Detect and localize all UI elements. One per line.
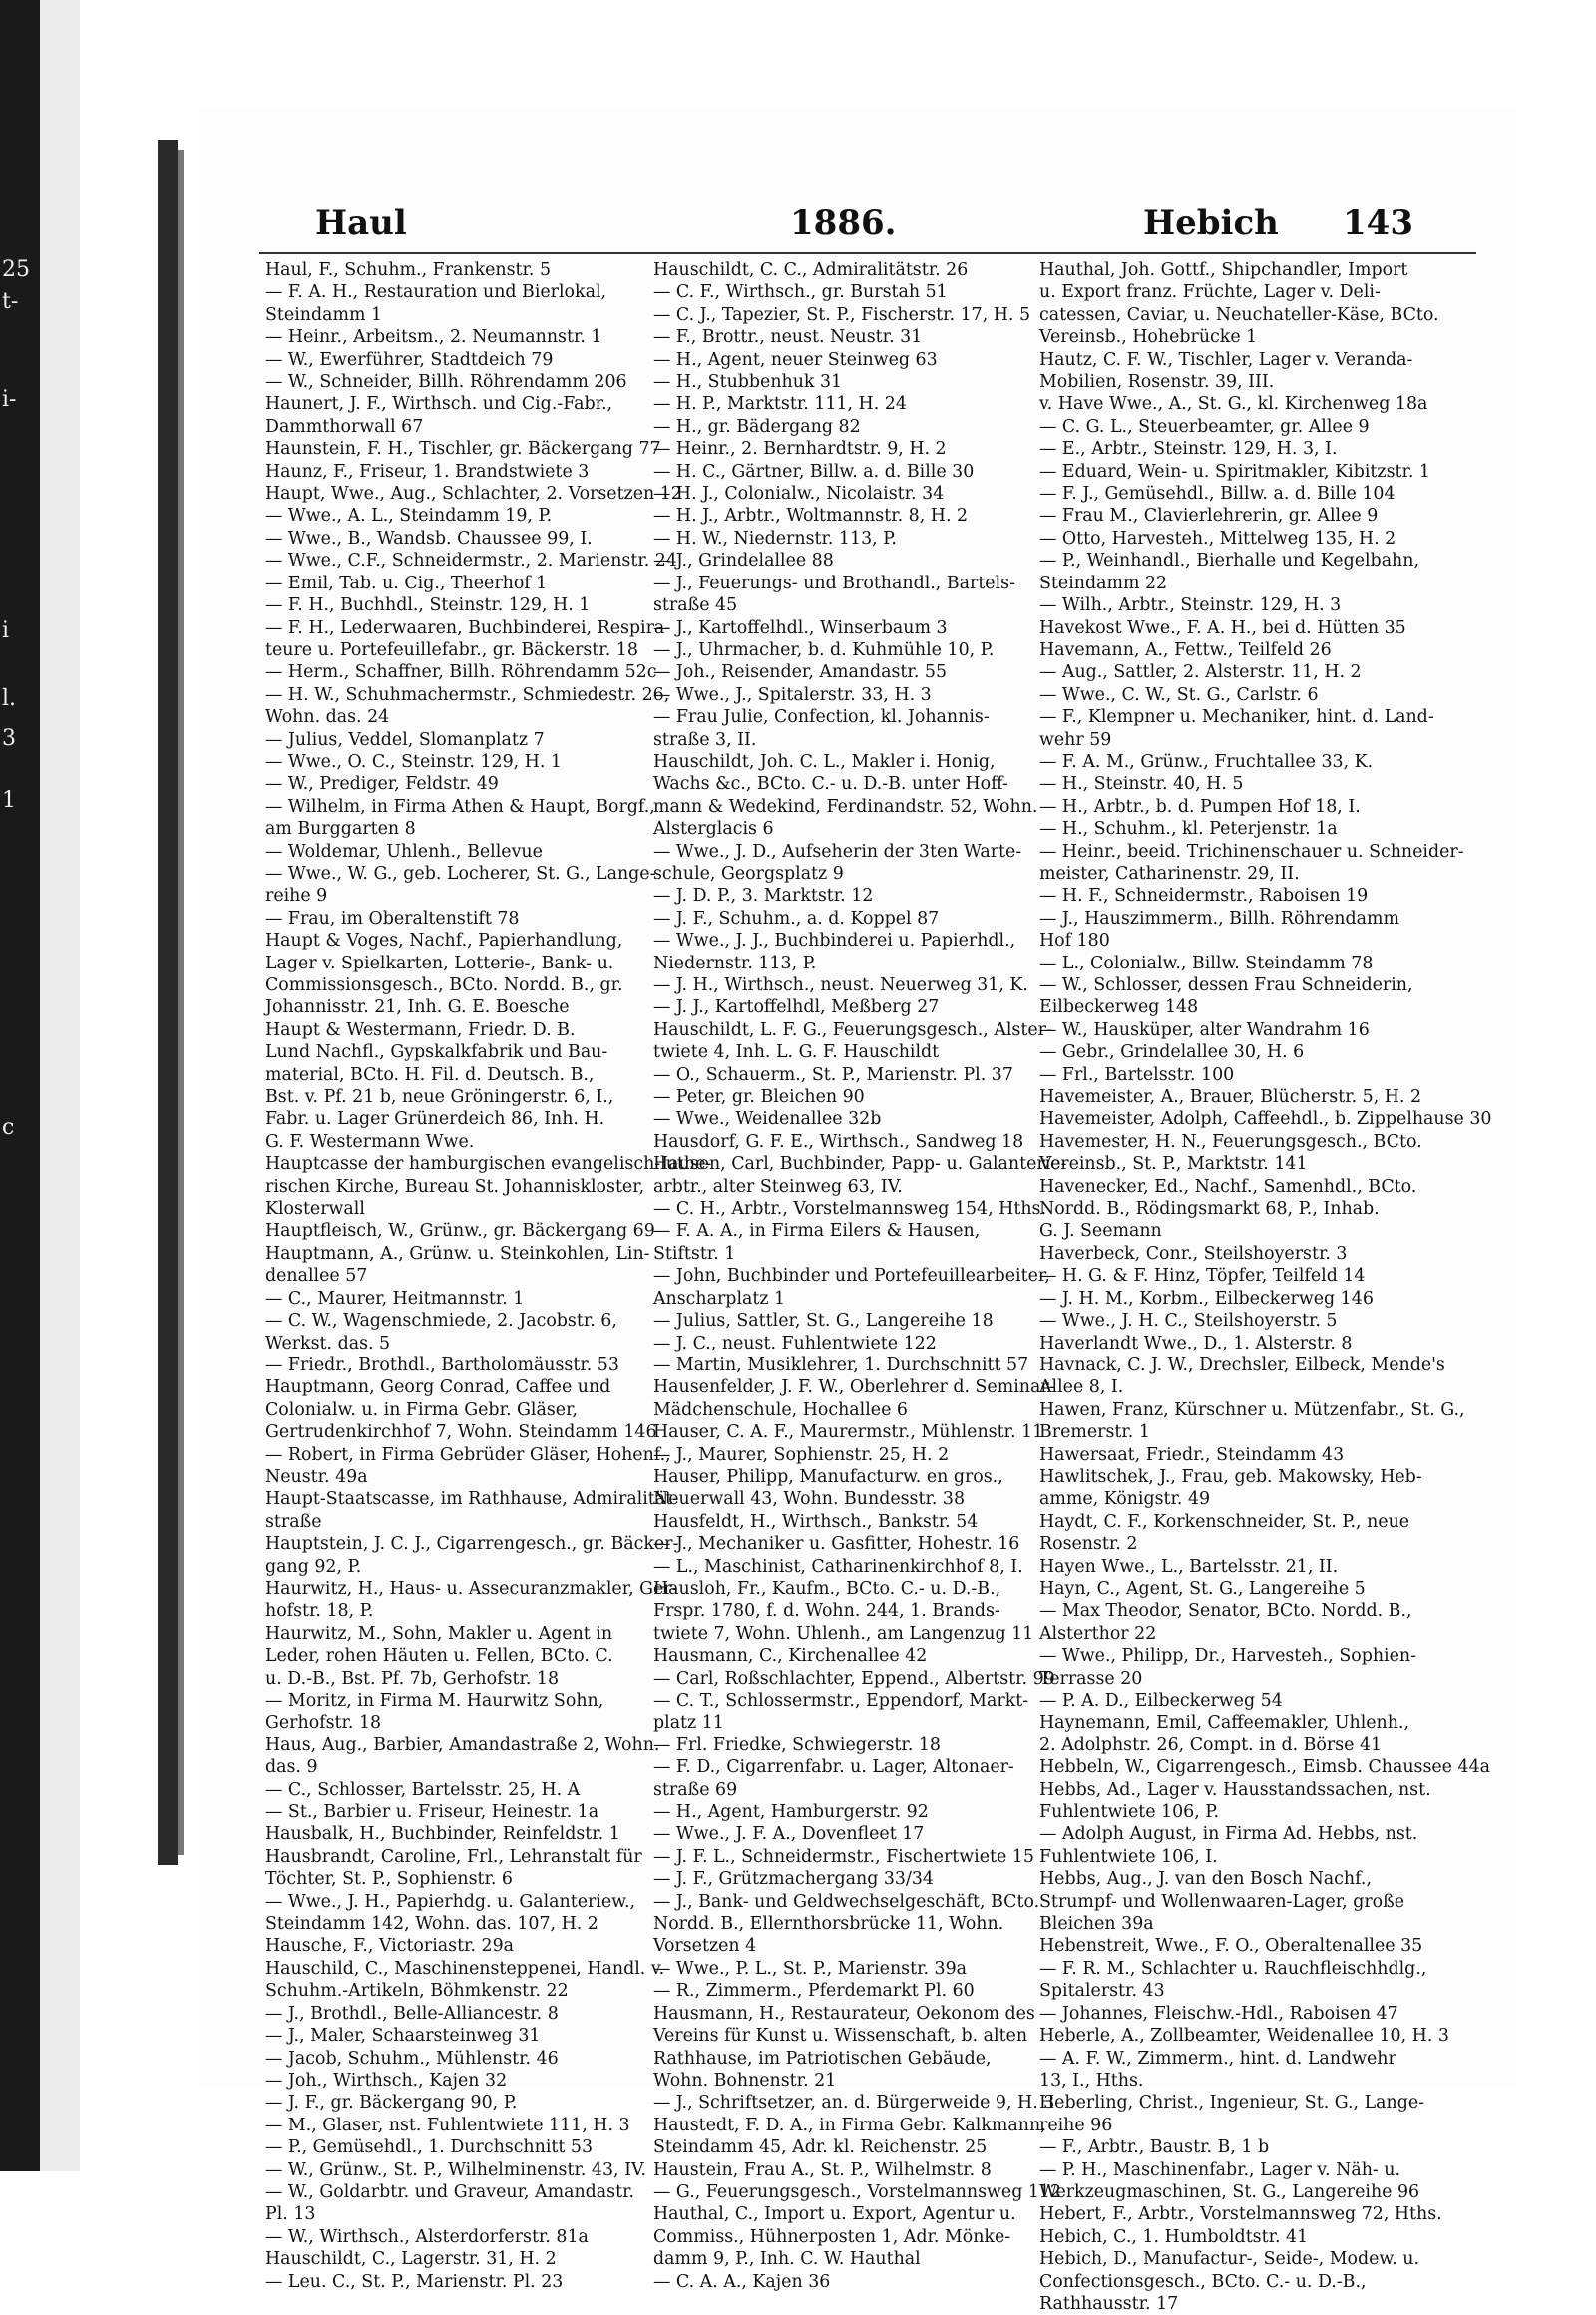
directory-entry-line: Hawlitschek, J., Frau, geb. Makowsky, Heb- xyxy=(1039,1466,1422,1487)
directory-entry-line: — J., Grindelallee 88 xyxy=(653,551,834,572)
directory-entry-line: Pl. 13 xyxy=(265,2204,316,2225)
directory-entry-line: — J. D. P., 3. Marktstr. 12 xyxy=(653,886,874,907)
directory-entry-line: — C., Schlosser, Bartelsstr. 25, H. A xyxy=(265,1779,581,1800)
directory-entry-line: Haus, Aug., Barbier, Amandastraße 2, Wohn. xyxy=(265,1735,660,1755)
directory-entry-line: Hauschildt, C., Lagerstr. 31, H. 2 xyxy=(265,2249,557,2270)
directory-entry-line: Hausloh, Fr., Kaufm., BCto. C.- u. D.-B., xyxy=(653,1578,1001,1599)
directory-entry-line: — Wwe., P. L., St. P., Marienstr. 39a xyxy=(653,1958,968,1979)
directory-entry-line: hofstr. 18, P. xyxy=(265,1601,374,1622)
directory-entry-line: — H. W., Schuhmachermstr., Schmiedestr. 26, xyxy=(265,684,670,705)
directory-entry-line: Steindamm 45, Adr. kl. Reichenstr. 25 xyxy=(653,2137,988,2158)
directory-entry-line: Bleichen 39a xyxy=(1039,1914,1154,1935)
directory-entry-line: — P. H., Maschinenfabr., Lager v. Näh- u. xyxy=(1039,2159,1401,2180)
margin-char: 25 xyxy=(2,257,30,282)
directory-entry-line: — F. D., Cigarrenfabr. u. Lager, Altonaer- xyxy=(653,1757,1014,1778)
directory-entry-line: — F. H., Buchhdl., Steinstr. 129, H. 1 xyxy=(265,595,591,616)
directory-entry-line: rischen Kirche, Bureau St. Johanniskloster, xyxy=(265,1176,645,1197)
directory-entry-line: — Wwe., J. F. A., Dovenfleet 17 xyxy=(653,1824,925,1845)
directory-entry-line: Fuhlentwiete 106, P. xyxy=(1039,1802,1220,1823)
directory-entry-line: — Aug., Sattler, 2. Alsterstr. 11, H. 2 xyxy=(1039,662,1362,683)
directory-entry-line: Hayen Wwe., L., Bartelsstr. 21, II. xyxy=(1039,1556,1339,1577)
directory-entry-line: — Wwe., Philipp, Dr., Harvesteh., Sophien- xyxy=(1039,1646,1416,1667)
directory-entry-line: Rathhause, im Patriotischen Gebäude, xyxy=(653,2048,992,2069)
directory-entry-line: Hebert, F., Arbtr., Vorstelmannsweg 72, Hths. xyxy=(1039,2204,1442,2225)
directory-entry-line: Allee 8, I. xyxy=(1039,1377,1124,1398)
directory-entry-line: — Wwe., W. G., geb. Locherer, St. G., Lange- xyxy=(265,863,656,884)
directory-entry-line: wehr 59 xyxy=(1039,729,1112,750)
directory-entry-line: — J., Uhrmacher, b. d. Kuhmühle 10, P. xyxy=(653,639,995,660)
directory-entry-line: Lund Nachfl., Gypskalkfabrik und Bau- xyxy=(265,1042,608,1063)
directory-entry-line: Haunert, J. F., Wirthsch. und Cig.-Fabr., xyxy=(265,394,613,415)
directory-entry-line: — W., Hausküper, alter Wandrahm 16 xyxy=(1039,1019,1370,1040)
margin-char: i xyxy=(2,618,10,643)
directory-entry-line: — Johannes, Fleischw.-Hdl., Raboisen 47 xyxy=(1039,2003,1398,2024)
directory-entry-line: denallee 57 xyxy=(265,1266,368,1287)
directory-entry-line: Havekost Wwe., F. A. H., bei d. Hütten 35 xyxy=(1039,617,1406,638)
directory-entry-line: — F. H., Lederwaaren, Buchbinderei, Respira- xyxy=(265,617,671,638)
directory-entry-line: 2. Adolphstr. 26, Compt. in d. Börse 41 xyxy=(1039,1735,1383,1755)
directory-entry-line: Hausenfelder, J. F. W., Oberlehrer d. Seminar- xyxy=(653,1377,1055,1398)
directory-entry-line: Haurwitz, M., Sohn, Makler u. Agent in xyxy=(265,1623,613,1644)
directory-entry-line: Mobilien, Rosenstr. 39, III. xyxy=(1039,372,1275,393)
directory-entry-line: Fabr. u. Lager Grünerdeich 86, Inh. H. xyxy=(265,1109,605,1130)
scan-edge-white xyxy=(80,0,160,2171)
directory-entry-line: Rosenstr. 2 xyxy=(1039,1534,1138,1555)
margin-char: 1 xyxy=(2,788,16,813)
directory-entry-line: — Frau, im Oberaltenstift 78 xyxy=(265,908,520,929)
directory-entry-line: — Adolph August, in Firma Ad. Hebbs, nst. xyxy=(1039,1824,1418,1845)
directory-entry-line: — W., Ewerführer, Stadtdeich 79 xyxy=(265,349,554,370)
directory-entry-line: Anscharplatz 1 xyxy=(653,1288,786,1309)
directory-entry-line: — H. J., Colonialw., Nicolaistr. 34 xyxy=(653,484,945,505)
directory-entry-line: — J., Bank- und Geldwechselgeschäft, BCto. xyxy=(653,1891,1040,1912)
directory-entry-line: — Moritz, in Firma M. Haurwitz Sohn, xyxy=(265,1691,604,1711)
directory-entry-line: Haverlandt Wwe., D., 1. Alsterstr. 8 xyxy=(1039,1333,1353,1353)
directory-entry-line: Töchter, St. P., Sophienstr. 6 xyxy=(265,1869,513,1890)
directory-entry-line: reihe 96 xyxy=(1039,2115,1113,2135)
directory-entry-line: Hauthal, C., Import u. Export, Agentur u. xyxy=(653,2204,1016,2225)
directory-entry-line: — Frau M., Clavierlehrerin, gr. Allee 9 xyxy=(1039,506,1379,527)
directory-entry-line: Neuerwall 43, Wohn. Bundesstr. 38 xyxy=(653,1489,966,1510)
directory-entry-line: — J., Feuerungs- und Brothandl., Bartels- xyxy=(653,573,1015,593)
directory-entry-line: Hauthal, Joh. Gottf., Shipchandler, Import xyxy=(1039,260,1408,280)
directory-entry-line: Bst. v. Pf. 21 b, neue Gröningerstr. 6, I., xyxy=(265,1087,614,1108)
directory-entry-line: — Wilhelm, in Firma Athen & Haupt, Borgf., xyxy=(265,796,655,817)
directory-entry-line: Alsterglacis 6 xyxy=(653,819,774,840)
directory-entry-line: Lager v. Spielkarten, Lotterie-, Bank- u. xyxy=(265,953,614,973)
directory-entry-line: teure u. Portefeuillefabr., gr. Bäckerstr. 18 xyxy=(265,639,638,660)
directory-entry-line: Hausche, F., Victoriastr. 29a xyxy=(265,1936,515,1957)
book-binding-shadow xyxy=(178,150,184,1855)
directory-entry-line: Hauptmann, Georg Conrad, Caffee und xyxy=(265,1377,611,1398)
directory-entry-line: Hebbeln, W., Cigarrengesch., Eimsb. Chaussee 44a xyxy=(1039,1757,1491,1778)
directory-entry-line: — J., Kartoffelhdl., Winserbaum 3 xyxy=(653,617,948,638)
directory-entry-line: Gertrudenkirchhof 7, Wohn. Steindamm 146 xyxy=(265,1422,657,1443)
margin-char: l. xyxy=(2,686,17,711)
directory-entry-line: — Peter, gr. Bleichen 90 xyxy=(653,1087,865,1108)
margin-char: c xyxy=(2,1115,15,1140)
directory-entry-line: Havemeister, A., Brauer, Blücherstr. 5, H. 2 xyxy=(1039,1087,1422,1108)
directory-entry-line: Eilbeckerweg 148 xyxy=(1039,997,1199,1018)
directory-entry-line: — P., Gemüsehdl., 1. Durchschnitt 53 xyxy=(265,2137,594,2158)
directory-entry-line: — C., Maurer, Heitmannstr. 1 xyxy=(265,1288,525,1309)
directory-entry-line: — H., Agent, neuer Steinweg 63 xyxy=(653,349,938,370)
directory-entry-line: Hayn, C., Agent, St. G., Langereihe 5 xyxy=(1039,1578,1366,1599)
directory-entry-line: — J. H. M., Korbm., Eilbeckerweg 146 xyxy=(1039,1288,1374,1309)
directory-entry-line: Steindamm 1 xyxy=(265,304,383,325)
directory-entry-line: — W., Wirthsch., Alsterdorferstr. 81a xyxy=(265,2226,589,2247)
directory-entry-line: mann & Wedekind, Ferdinandstr. 52, Wohn. xyxy=(653,796,1038,817)
directory-entry-line: Nordd. B., Ellernthorsbrücke 11, Wohn. xyxy=(653,1914,1004,1935)
margin-char: i- xyxy=(2,387,17,412)
directory-entry-line: G. J. Seemann xyxy=(1039,1221,1162,1242)
directory-entry-line: Hausbalk, H., Buchbinder, Reinfeldstr. 1 xyxy=(265,1824,620,1845)
directory-entry-line: Hausen, Carl, Buchbinder, Papp- u. Galanterie- xyxy=(653,1154,1067,1175)
header-rule xyxy=(259,252,1476,254)
directory-entry-line: Werkzeugmaschinen, St. G., Langereihe 96 xyxy=(1039,2181,1420,2202)
directory-entry-line: — Wwe., Weidenallee 32b xyxy=(653,1109,882,1130)
directory-page xyxy=(200,110,1516,2314)
directory-entry-line: — Martin, Musiklehrer, 1. Durchschnitt 57 xyxy=(653,1354,1029,1375)
directory-entry-line: — Max Theodor, Senator, BCto. Nordd. B., xyxy=(1039,1601,1412,1622)
directory-entry-line: Neustr. 49a xyxy=(265,1466,368,1487)
directory-entry-line: — H. P., Marktstr. 111, H. 24 xyxy=(653,394,907,415)
directory-entry-line: Hautz, C. F. W., Tischler, Lager v. Veranda- xyxy=(1039,349,1413,370)
directory-entry-line: Hausmann, H., Restaurateur, Oekonom des xyxy=(653,2003,1035,2024)
directory-entry-line: — R., Zimmerm., Pferdemarkt Pl. 60 xyxy=(653,1981,975,2002)
directory-entry-line: amme, Königstr. 49 xyxy=(1039,1489,1211,1510)
directory-entry-line: — L., Maschinist, Catharinenkirchhof 8, I. xyxy=(653,1556,1023,1577)
directory-entry-line: — St., Barbier u. Friseur, Heinestr. 1a xyxy=(265,1802,599,1823)
directory-entry-line: Haupt & Westermann, Friedr. D. B. xyxy=(265,1019,576,1040)
directory-entry-line: Havemeister, Adolph, Caffeehdl., b. Zippelhause 30 xyxy=(1039,1109,1492,1130)
directory-entry-line: Heberling, Christ., Ingenieur, St. G., Lange- xyxy=(1039,2093,1425,2114)
directory-entry-line: twiete 7, Wohn. Uhlenh., am Langenzug 11 xyxy=(653,1623,1034,1644)
directory-entry-line: Hausmann, C., Kirchenallee 42 xyxy=(653,1646,928,1667)
directory-entry-line: — Wwe., B., Wandsb. Chaussee 99, I. xyxy=(265,528,593,549)
directory-entry-line: Hawersaat, Friedr., Steindamm 43 xyxy=(1039,1444,1345,1465)
directory-entry-line: — A. F. W., Zimmerm., hint. d. Landwehr xyxy=(1039,2048,1396,2069)
directory-entry-line: — C. F., Wirthsch., gr. Burstah 51 xyxy=(653,282,948,303)
directory-entry-line: — C. W., Wagenschmiede, 2. Jacobstr. 6, xyxy=(265,1311,617,1332)
directory-entry-line: das. 9 xyxy=(265,1757,318,1778)
directory-entry-line: — Robert, in Firma Gebrüder Gläser, Hohenf., xyxy=(265,1444,671,1465)
directory-entry-line: Hausdorf, G. F. E., Wirthsch., Sandweg 18 xyxy=(653,1131,1024,1152)
directory-entry-line: — H., gr. Bädergang 82 xyxy=(653,416,861,437)
directory-entry-line: Hebbs, Ad., Lager v. Hausstandssachen, nst. xyxy=(1039,1779,1431,1800)
directory-entry-line: — C. G. L., Steuerbeamter, gr. Allee 9 xyxy=(1039,416,1370,437)
directory-entry-line: — M., Glaser, nst. Fuhlentwiete 111, H. 3 xyxy=(265,2115,630,2135)
directory-entry-line: Haurwitz, H., Haus- u. Assecuranzmakler, Ger- xyxy=(265,1578,678,1599)
directory-entry-line: — H. G. & F. Hinz, Töpfer, Teilfeld 14 xyxy=(1039,1266,1366,1287)
directory-entry-line: — F. A. H., Restauration und Bierlokal, xyxy=(265,282,607,303)
directory-entry-line: — John, Buchbinder und Portefeuillearbeiter, xyxy=(653,1266,1050,1287)
directory-entry-line: — J. F., Schuhm., a. d. Koppel 87 xyxy=(653,908,940,929)
directory-entry-line: Haunz, F., Friseur, 1. Brandstwiete 3 xyxy=(265,461,590,482)
directory-entry-line: Haydt, C. F., Korkenschneider, St. P., neue xyxy=(1039,1511,1410,1532)
directory-entry-line: Haupt & Voges, Nachf., Papierhandlung, xyxy=(265,931,623,952)
directory-entry-line: — Wwe., C. W., St. G., Carlstr. 6 xyxy=(1039,684,1319,705)
directory-entry-line: — W., Prediger, Feldstr. 49 xyxy=(265,774,499,795)
directory-entry-line: Haupt, Wwe., Aug., Schlachter, 2. Vorsetzen 12 xyxy=(265,484,682,505)
directory-entry-line: Haustedt, F. D. A., in Firma Gebr. Kalkmann, xyxy=(653,2115,1046,2135)
directory-entry-line: Nordd. B., Rödingsmarkt 68, P., Inhab. xyxy=(1039,1199,1380,1220)
directory-entry-line: 13, I., Hths. xyxy=(1039,2070,1144,2091)
directory-entry-line: Hauschildt, L. F. G., Feuerungsgesch., Alster- xyxy=(653,1019,1052,1040)
directory-entry-line: — J. J., Kartoffelhdl, Meßberg 27 xyxy=(653,997,940,1018)
directory-entry-line: Gerhofstr. 18 xyxy=(265,1713,382,1734)
directory-entry-line: — J. F. L., Schneidermstr., Fischertwiete 15 xyxy=(653,1846,1034,1867)
margin-char: 3 xyxy=(2,726,16,751)
directory-entry-line: Vorsetzen 4 xyxy=(653,1936,757,1957)
page-number: 143 xyxy=(1343,203,1413,243)
directory-entry-line: Hof 180 xyxy=(1039,931,1110,952)
directory-entry-line: — J. F., Grützmachergang 33/34 xyxy=(653,1869,934,1890)
directory-entry-line: — Julius, Veddel, Slomanplatz 7 xyxy=(265,729,545,750)
directory-entry-line: — C. T., Schlossermstr., Eppendorf, Markt- xyxy=(653,1691,1029,1711)
directory-entry-line: — F. R. M., Schlachter u. Rauchfleischhdlg., xyxy=(1039,1958,1427,1979)
directory-entry-line: — H. F., Schneidermstr., Raboisen 19 xyxy=(1039,886,1369,907)
book-binding xyxy=(158,140,178,1865)
directory-entry-line: Hauptstein, J. C. J., Cigarrengesch., gr. Bäcker- xyxy=(265,1534,679,1555)
directory-entry-line: — F. J., Gemüsehdl., Billw. a. d. Bille 104 xyxy=(1039,484,1396,505)
directory-entry-line: Hausfeldt, H., Wirthsch., Bankstr. 54 xyxy=(653,1511,979,1532)
directory-entry-line: — H., Agent, Hamburgerstr. 92 xyxy=(653,1802,929,1823)
directory-entry-line: catessen, Caviar, u. Neuchateller-Käse, BCto. xyxy=(1039,304,1439,325)
directory-entry-line: straße 45 xyxy=(653,595,738,616)
directory-entry-line: — Wwe., J. D., Aufseherin der 3ten Warte- xyxy=(653,841,1022,862)
directory-entry-line: — Joh., Reisender, Amandastr. 55 xyxy=(653,662,948,683)
directory-entry-line: — F. A. A., in Firma Eilers & Hausen, xyxy=(653,1221,981,1242)
directory-entry-line: — Woldemar, Uhlenh., Bellevue xyxy=(265,841,543,862)
directory-entry-line: Hebbs, Aug., J. van den Bosch Nachf., xyxy=(1039,1869,1372,1890)
directory-entry-line: schule, Georgsplatz 9 xyxy=(653,863,844,884)
directory-entry-line: Klosterwall xyxy=(265,1199,365,1220)
page-header xyxy=(259,203,1456,247)
directory-entry-line: Vereinsb., St. P., Marktstr. 141 xyxy=(1039,1154,1308,1175)
directory-entry-line: — Leu. C., St. P., Marienstr. Pl. 23 xyxy=(265,2271,564,2292)
directory-entry-line: Werkst. das. 5 xyxy=(265,1333,391,1353)
directory-entry-line: v. Have Wwe., A., St. G., kl. Kirchenweg 18a xyxy=(1039,394,1428,415)
directory-entry-line: — Frl., Bartelsstr. 100 xyxy=(1039,1064,1235,1085)
directory-entry-line: Steindamm 142, Wohn. das. 107, H. 2 xyxy=(265,1914,598,1935)
header-year: 1886. xyxy=(790,203,897,243)
directory-entry-line: — J., Hauszimmerm., Billh. Röhrendamm xyxy=(1039,908,1399,929)
directory-entry-line: — H., Steinstr. 40, H. 5 xyxy=(1039,774,1244,795)
directory-entry-line: Vereins für Kunst u. Wissenschaft, b. alten xyxy=(653,2026,1028,2047)
directory-entry-line: — W., Schlosser, dessen Frau Schneiderin, xyxy=(1039,975,1413,995)
directory-entry-line: Hausbrandt, Caroline, Frl., Lehranstalt für xyxy=(265,1846,642,1867)
directory-entry-line: Commiss., Hühnerposten 1, Adr. Mönke- xyxy=(653,2226,1011,2247)
directory-entry-line: Johannisstr. 21, Inh. G. E. Boesche xyxy=(265,997,570,1018)
directory-entry-line: Wohn. das. 24 xyxy=(265,707,390,728)
directory-entry-line: damm 9, P., Inh. C. W. Hauthal xyxy=(653,2249,921,2270)
directory-entry-line: Mädchenschule, Hochallee 6 xyxy=(653,1399,908,1420)
directory-entry-line: — H., Stubbenhuk 31 xyxy=(653,372,843,393)
directory-entry-line: — J., Maler, Schaarsteinweg 31 xyxy=(265,2026,541,2047)
directory-entry-line: Rathhausstr. 17 xyxy=(1039,2293,1179,2314)
directory-entry-line: — Herm., Schaffner, Billh. Röhrendamm 52c xyxy=(265,662,657,683)
directory-entry-line: — Frl. Friedke, Schwiegerstr. 18 xyxy=(653,1735,941,1755)
directory-entry-line: — H. C., Gärtner, Billw. a. d. Bille 30 xyxy=(653,461,975,482)
directory-entry-line: Hauschildt, C. C., Admiralitätstr. 26 xyxy=(653,260,969,280)
directory-entry-line: — Wwe., J., Spitalerstr. 33, H. 3 xyxy=(653,684,932,705)
directory-entry-line: Commissionsgesch., BCto. Nordd. B., gr. xyxy=(265,975,623,995)
directory-entry-line: — C. A. A., Kajen 36 xyxy=(653,2271,831,2292)
directory-entry-line: — W., Schneider, Billh. Röhrendamm 206 xyxy=(265,372,627,393)
directory-entry-line: G. F. Westermann Wwe. xyxy=(265,1131,475,1152)
directory-entry-line: — P., Weinhandl., Bierhalle und Kegelbahn, xyxy=(1039,551,1419,572)
directory-entry-line: Haustein, Frau A., St. P., Wilhelmstr. 8 xyxy=(653,2159,992,2180)
directory-entry-line: — F. A. M., Grünw., Fruchtallee 33, K. xyxy=(1039,751,1374,772)
directory-entry-line: Havnack, C. J. W., Drechsler, Eilbeck, Mende's xyxy=(1039,1354,1445,1375)
scan-edge-light xyxy=(40,0,80,2171)
directory-entry-line: Haverbeck, Conr., Steilshoyerstr. 3 xyxy=(1039,1243,1348,1264)
directory-entry-line: Havemann, A., Fettw., Teilfeld 26 xyxy=(1039,639,1332,660)
column-right xyxy=(1039,259,1492,2315)
directory-entry-line: — J. F., gr. Bäckergang 90, P. xyxy=(265,2093,518,2114)
directory-entry-line: — Friedr., Brothdl., Bartholomäusstr. 53 xyxy=(265,1354,619,1375)
directory-entry-line: — E., Arbtr., Steinstr. 129, H. 3, I. xyxy=(1039,439,1338,460)
directory-entry-line: — Heinr., 2. Bernhardtstr. 9, H. 2 xyxy=(653,439,947,460)
directory-entry-line: — Emil, Tab. u. Cig., Theerhof 1 xyxy=(265,573,548,593)
directory-entry-line: Hauschild, C., Maschinensteppenei, Handl. v. xyxy=(265,1958,665,1979)
directory-entry-line: — Otto, Harvesteh., Mittelweg 135, H. 2 xyxy=(1039,528,1396,549)
directory-entry-line: — Heinr., beeid. Trichinenschauer u. Schneider- xyxy=(1039,841,1464,862)
directory-entry-line: — Joh., Wirthsch., Kajen 32 xyxy=(265,2070,508,2091)
directory-entry-line: — Carl, Roßschlachter, Eppend., Albertstr. 99 xyxy=(653,1668,1055,1689)
directory-entry-line: Leder, rohen Häuten u. Fellen, BCto. C. xyxy=(265,1646,613,1667)
directory-entry-line: — Heinr., Arbeitsm., 2. Neumannstr. 1 xyxy=(265,327,602,348)
directory-entry-line: twiete 4, Inh. L. G. F. Hauschildt xyxy=(653,1042,940,1063)
directory-entry-line: — J. C., neust. Fuhlentwiete 122 xyxy=(653,1333,937,1353)
directory-entry-line: — J., Maurer, Sophienstr. 25, H. 2 xyxy=(653,1444,950,1465)
directory-entry-line: — H. J., Arbtr., Woltmannstr. 8, H. 2 xyxy=(653,506,969,527)
directory-entry-line: — J. H., Wirthsch., neust. Neuerweg 31, K. xyxy=(653,975,1028,995)
directory-entry-line: Spitalerstr. 43 xyxy=(1039,1981,1165,2002)
directory-entry-line: Havenecker, Ed., Nachf., Samenhdl., BCto. xyxy=(1039,1176,1417,1197)
directory-entry-line: Hauptfleisch, W., Grünw., gr. Bäckergang 69 xyxy=(265,1221,655,1242)
directory-entry-line: Haupt-Staatscasse, im Rathhause, Admiralität- xyxy=(265,1489,679,1510)
directory-entry-line: — Gebr., Grindelallee 30, H. 6 xyxy=(1039,1042,1305,1063)
directory-entry-line: Hawen, Franz, Kürschner u. Mützenfabr., St. G., xyxy=(1039,1399,1465,1420)
directory-entry-line: Frspr. 1780, f. d. Wohn. 244, 1. Brands- xyxy=(653,1601,1000,1622)
directory-entry-line: — Jacob, Schuhm., Mühlenstr. 46 xyxy=(265,2048,559,2069)
directory-entry-line: — Wwe., J. H., Papierhdg. u. Galanteriew., xyxy=(265,1891,636,1912)
directory-entry-line: Strumpf- und Wollenwaaren-Lager, große xyxy=(1039,1891,1405,1912)
directory-entry-line: Stiftstr. 1 xyxy=(653,1243,736,1264)
directory-entry-line: — H., Arbtr., b. d. Pumpen Hof 18, I. xyxy=(1039,796,1361,817)
margin-char: t- xyxy=(2,289,19,314)
directory-entry-line: am Burggarten 8 xyxy=(265,819,416,840)
directory-entry-line: Confectionsgesch., BCto. C.- u. D.-B., xyxy=(1039,2271,1367,2292)
directory-entry-line: — J., Brothdl., Belle-Alliancestr. 8 xyxy=(265,2003,559,2024)
directory-entry-line: Heberle, A., Zollbeamter, Weidenallee 10, H. 3 xyxy=(1039,2026,1449,2047)
directory-entry-line: u. Export franz. Früchte, Lager v. Deli- xyxy=(1039,282,1381,303)
directory-entry-line: gang 92, P. xyxy=(265,1556,362,1577)
directory-entry-line: — Wilh., Arbtr., Steinstr. 129, H. 3 xyxy=(1039,595,1342,616)
column-middle xyxy=(653,259,1067,2293)
directory-entry-line: Hebich, C., 1. Humboldtstr. 41 xyxy=(1039,2226,1309,2247)
directory-entry-line: reihe 9 xyxy=(265,886,328,907)
directory-entry-line: — C. H., Arbtr., Vorstelmannsweg 154, Hths. xyxy=(653,1199,1046,1220)
directory-entry-line: u. D.-B., Bst. Pf. 7b, Gerhofstr. 18 xyxy=(265,1668,560,1689)
directory-entry-line: Fuhlentwiete 106, I. xyxy=(1039,1846,1218,1867)
directory-entry-line: Vereinsb., Hohebrücke 1 xyxy=(1039,327,1258,348)
directory-entry-line: Hauschildt, Joh. C. L., Makler i. Honig, xyxy=(653,751,996,772)
directory-entry-line: Haul, F., Schuhm., Frankenstr. 5 xyxy=(265,260,552,280)
directory-entry-line: arbtr., alter Steinweg 63, IV. xyxy=(653,1176,903,1197)
directory-entry-line: — O., Schauerm., St. P., Marienstr. Pl. 37 xyxy=(653,1064,1013,1085)
directory-entry-line: — Julius, Sattler, St. G., Langereihe 18 xyxy=(653,1311,994,1332)
directory-entry-line: platz 11 xyxy=(653,1713,724,1734)
directory-entry-line: Niedernstr. 113, P. xyxy=(653,953,817,973)
directory-entry-line: material, BCto. H. Fil. d. Deutsch. B., xyxy=(265,1064,595,1085)
directory-entry-line: — W., Grünw., St. P., Wilhelminenstr. 43, IV. xyxy=(265,2159,647,2180)
directory-entry-line: — P. A. D., Eilbeckerweg 54 xyxy=(1039,1691,1283,1711)
directory-entry-line: Schuhm.-Artikeln, Böhmkenstr. 22 xyxy=(265,1981,569,2002)
directory-entry-line: Wachs &c., BCto. C.- u. D.-B. unter Hoff- xyxy=(653,774,1008,795)
directory-entry-line: — C. J., Tapezier, St. P., Fischerstr. 17, H. 5 xyxy=(653,304,1031,325)
directory-entry-line: — Wwe., J. H. C., Steilshoyerstr. 5 xyxy=(1039,1311,1338,1332)
directory-entry-line: Hebich, D., Manufactur-, Seide-, Modew. u. xyxy=(1039,2249,1420,2270)
directory-entry-line: — H., Schuhm., kl. Peterjenstr. 1a xyxy=(1039,819,1338,840)
header-left-keyword: Haul xyxy=(315,203,407,243)
directory-entry-line: — Wwe., A. L., Steindamm 19, P. xyxy=(265,506,553,527)
directory-entry-line: Haunstein, F. H., Tischler, gr. Bäckergang 77 xyxy=(265,439,661,460)
directory-entry-line: — F., Brottr., neust. Neustr. 31 xyxy=(653,327,923,348)
directory-entry-line: Bremerstr. 1 xyxy=(1039,1422,1150,1443)
directory-entry-line: — L., Colonialw., Billw. Steindamm 78 xyxy=(1039,953,1374,973)
scan-edge-dark xyxy=(0,0,40,2171)
directory-entry-line: — Wwe., O. C., Steinstr. 129, H. 1 xyxy=(265,751,562,772)
directory-entry-line: Alsterthor 22 xyxy=(1039,1623,1157,1644)
directory-entry-line: straße xyxy=(265,1511,322,1532)
directory-entry-line: Terrasse 20 xyxy=(1039,1668,1143,1689)
directory-entry-line: Hauptcasse der hamburgischen evangelisch-luthe- xyxy=(265,1154,712,1175)
directory-entry-line: Steindamm 22 xyxy=(1039,573,1168,593)
directory-entry-line: — W., Goldarbtr. und Graveur, Amandastr. xyxy=(265,2181,635,2202)
directory-entry-line: Dammthorwall 67 xyxy=(265,416,424,437)
header-right-keyword: Hebich xyxy=(1143,203,1279,243)
directory-entry-line: Haynemann, Emil, Caffeemakler, Uhlenh., xyxy=(1039,1713,1410,1734)
directory-entry-line: — Wwe., C.F., Schneidermstr., 2. Marienstr. 24 xyxy=(265,551,677,572)
directory-entry-line: Hebenstreit, Wwe., F. O., Oberaltenallee 35 xyxy=(1039,1936,1423,1957)
directory-entry-line: — G., Feuerungsgesch., Vorstelmannsweg 112 xyxy=(653,2181,1062,2202)
directory-entry-line: — H. W., Niedernstr. 113, P. xyxy=(653,528,897,549)
directory-entry-line: straße 3, II. xyxy=(653,729,757,750)
directory-entry-line: — F., Arbtr., Baustr. B, 1 b xyxy=(1039,2137,1270,2158)
directory-entry-line: Wohn. Bohnenstr. 21 xyxy=(653,2070,837,2091)
directory-entry-line: Colonialw. u. in Firma Gebr. Gläser, xyxy=(265,1399,578,1420)
directory-entry-line: Hauptmann, A., Grünw. u. Steinkohlen, Lin- xyxy=(265,1243,650,1264)
directory-entry-line: Hauser, C. A. F., Maurermstr., Mühlenstr. 11 xyxy=(653,1422,1044,1443)
directory-entry-line: — F., Klempner u. Mechaniker, hint. d. Land- xyxy=(1039,707,1434,728)
directory-entry-line: Hauser, Philipp, Manufacturw. en gros., xyxy=(653,1466,1003,1487)
directory-entry-line: meister, Catharinenstr. 29, II. xyxy=(1039,863,1300,884)
directory-entry-line: — J., Schriftsetzer, an. d. Bürgerweide 9, H. 3 xyxy=(653,2093,1055,2114)
directory-entry-line: — Eduard, Wein- u. Spiritmakler, Kibitzstr. 1 xyxy=(1039,461,1430,482)
directory-entry-line: — Frau Julie, Confection, kl. Johannis- xyxy=(653,707,990,728)
directory-entry-line: — Wwe., J. J., Buchbinderei u. Papierhdl., xyxy=(653,931,1016,952)
directory-entry-line: straße 69 xyxy=(653,1779,738,1800)
directory-entry-line: — J., Mechaniker u. Gasfitter, Hohestr. 16 xyxy=(653,1534,1020,1555)
directory-entry-line: Havemester, H. N., Feuerungsgesch., BCto. xyxy=(1039,1131,1422,1152)
